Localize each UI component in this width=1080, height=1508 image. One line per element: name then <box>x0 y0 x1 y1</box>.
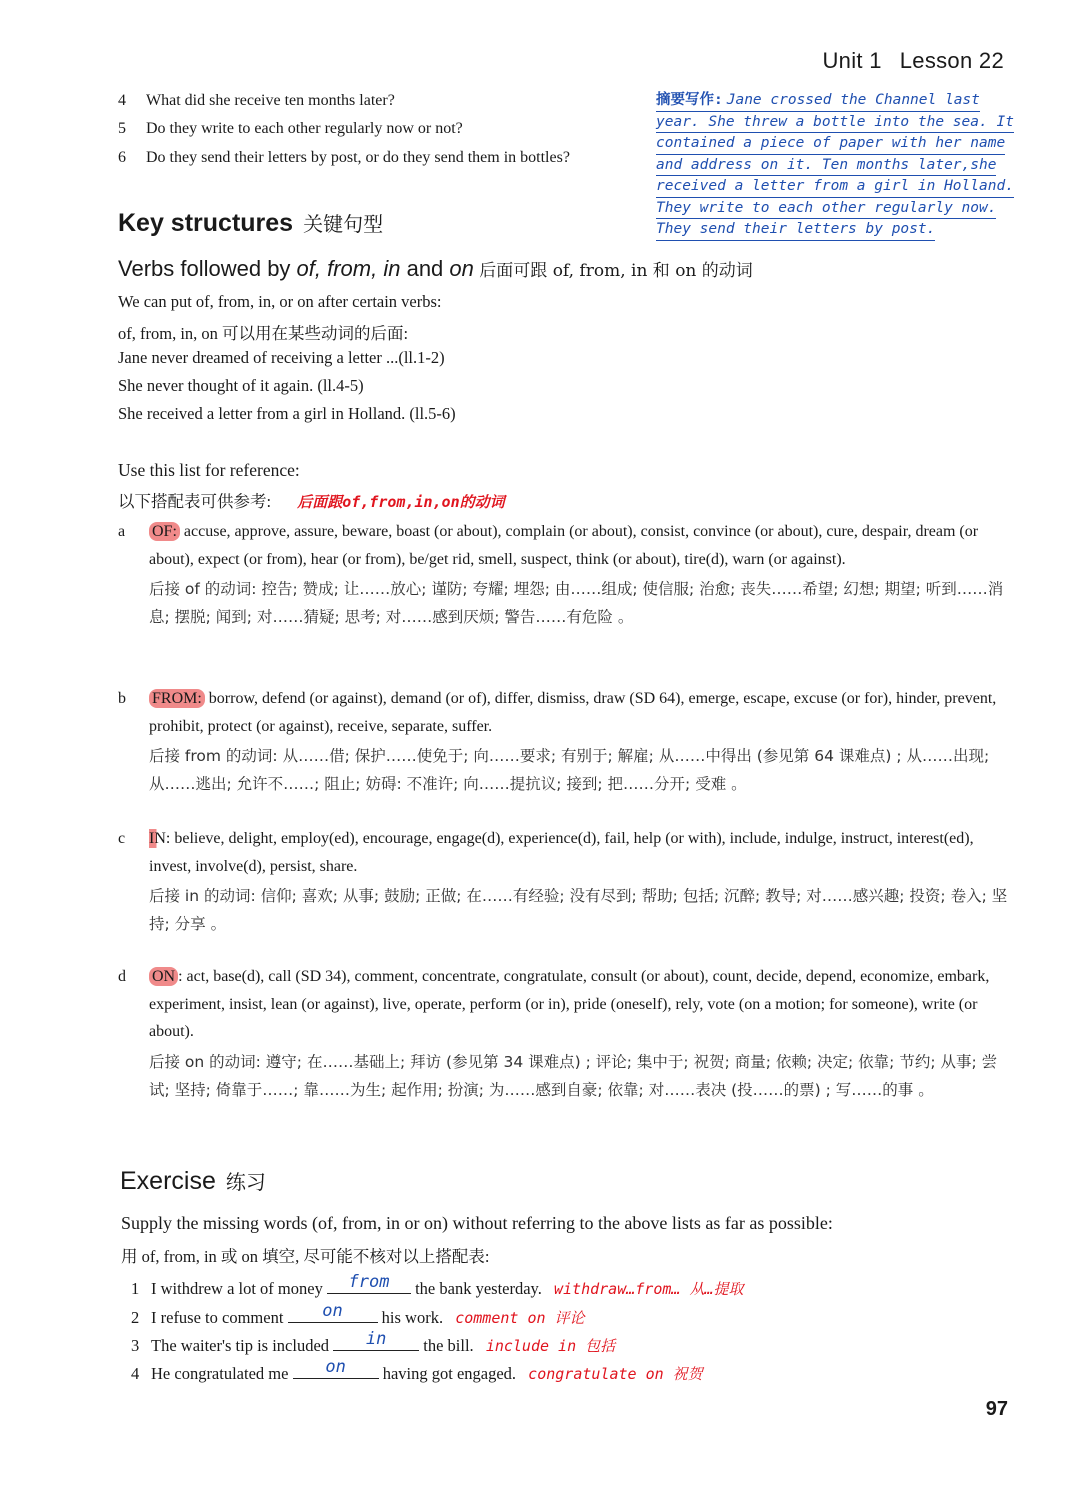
list-item-in: c IN: believe, delight, employ(ed), encourage, engage(d), experience(d), fail, help (or with), include, indulge, instruct, interest(ed), invest, involve(d), persist, share. 后接 in 的动词: 信仰; 喜欢; 从事; 鼓励; 正做; 在……有经验; 没有尽到; 帮助; 包括; 沉醉; 教导; 对……感兴趣; 投资; 卷入; 坚持; 分享 。 <box>118 830 1008 933</box>
question-5: 5 Do they write to each other regularly now or not? <box>118 120 463 137</box>
page-number: 97 <box>985 1398 1008 1420</box>
exercise-instruction: Supply the missing words (of, from, in or on) without referring to the above lists as far as possible: <box>121 1213 833 1233</box>
intro-line: We can put of, from, in, or on after certain verbs: <box>118 292 442 311</box>
list-item-from: b FROM: borrow, defend (or against), demand (or of), differ, dismiss, draw (SD 64), emerge, escape, excuse (or for), hinder, prevent, prohibit, protect (or against), receive, separate, suffer. 后接 from 的动词: 从……借; 保护……使免于; 向……要求; 有别于; 解雇; 从……中得出 (参见第 64 课难点) ; 从……出现; 从……逃出; 允许不……; 阻止; 妨碍: 不准许; 向……提抗议; 接到; 把……分开; 受难 。 <box>118 690 997 793</box>
example-line: She received a letter from a girl in Holland. (ll.5-6) <box>118 404 456 423</box>
answer-blank[interactable]: on <box>293 1358 379 1379</box>
highlight-tag: IN <box>149 830 166 847</box>
handwritten-note: congratulate on 祝贺 <box>528 1365 703 1383</box>
answer-blank[interactable]: in <box>333 1330 419 1351</box>
exercise-item-1: 1 I withdrew a lot of money from the bank yesterday. withdraw…from… 从…提取 <box>131 1272 744 1298</box>
example-line: Jane never dreamed of receiving a letter ...(ll.1-2) <box>118 348 445 367</box>
reference-line: Use this list for reference: <box>118 460 300 480</box>
list-item-of: a OF: accuse, approve, assure, beware, boast (or about), complain (or about), consist, convince (or about), cure, despair, dream (or about), expect (or from), hear (or from), be/get rid, smell, suspect, think (or about), tire(d), warn (or against). 后接 of 的动词: 控告; 赞成; 让……放心; 谨防; 夸耀; 埋怨; 由……组成; 使信服; 治愈; 丧失……希望; 幻想; 期望; 听到……消息; 摆脱; 闻到; 对……猜疑; 思考; 对……感到厌烦; 警告……有危险 。 <box>118 523 1004 626</box>
example-line: She never thought of it again. (ll.4-5) <box>118 376 364 395</box>
question-6: 6 Do they send their letters by post, or do they send them in bottles? <box>118 149 570 166</box>
reference-line-zh: 以下搭配表可供参考: 后面跟of,from,in,on的动词 <box>118 492 505 511</box>
key-structures-heading: Key structures 关键句型 <box>118 209 384 237</box>
handwritten-note: include in 包括 <box>485 1337 616 1355</box>
highlight-tag: FROM: <box>149 689 205 708</box>
intro-line-zh: of, from, in, on 可以用在某些动词的后面: <box>118 324 409 343</box>
highlight-tag: ON <box>149 967 178 986</box>
summary-handwritten-note: 摘要写作: Jane crossed the Channel last year. She threw a bottle into the sea. It contained a piece of paper with her name and address on it. Ten months later,she received a letter from a girl in Holland. They write to each other regularly now. They send their letters by post. <box>656 90 996 241</box>
answer-blank[interactable]: from <box>327 1273 411 1294</box>
answer-blank[interactable]: on <box>288 1302 378 1323</box>
highlight-tag: OF: <box>149 522 180 541</box>
exercise-item-2: 2 I refuse to comment on his work. comment on 评论 <box>131 1301 585 1327</box>
question-4: 4 What did she receive ten months later? <box>118 92 395 109</box>
list-item-on: d ON : act, base(d), call (SD 34), comment, concentrate, congratulate, consult (or about), count, decide, depend, economize, embark, experiment, insist, lean (or against), live, operate, perform (or in), pride (oneself), rely, vote (on a motion; for someone), write (or about). 后接 on 的动词: 遵守; 在……基础上; 拜访 (参见第 34 课难点) ; 评论; 集中于; 祝贺; 商量; 依赖; 决定; 依靠; 节约; 从事; 尝试; 坚持; 倚靠于……; 靠……为生; 起作用; 扮演; 为……感到自豪; 依靠; 对……表决 (投……的票) ; 写……的事 。 <box>118 968 998 1099</box>
exercise-instruction-zh: 用 of, from, in 或 on 填空, 尽可能不核对以上搭配表: <box>121 1247 490 1266</box>
exercise-heading: Exercise 练习 <box>120 1167 266 1195</box>
exercise-item-4: 4 He congratulated me on having got engaged. congratulate on 祝贺 <box>131 1357 703 1383</box>
reference-handwritten-note: 后面跟of,from,in,on的动词 <box>297 493 505 511</box>
unit-label: Unit 1 <box>822 48 882 73</box>
page-header <box>822 48 1004 74</box>
handwritten-note: comment on 评论 <box>455 1309 585 1327</box>
lesson-label: Lesson 22 <box>899 48 1004 73</box>
verbs-subheading: Verbs followed by of, from, in and on 后面可跟 of, from, in 和 on 的动词 <box>118 256 753 281</box>
handwritten-note: withdraw…from… 从…提取 <box>553 1280 744 1298</box>
exercise-item-3: 3 The waiter's tip is included in the bill. include in 包括 <box>131 1329 616 1355</box>
